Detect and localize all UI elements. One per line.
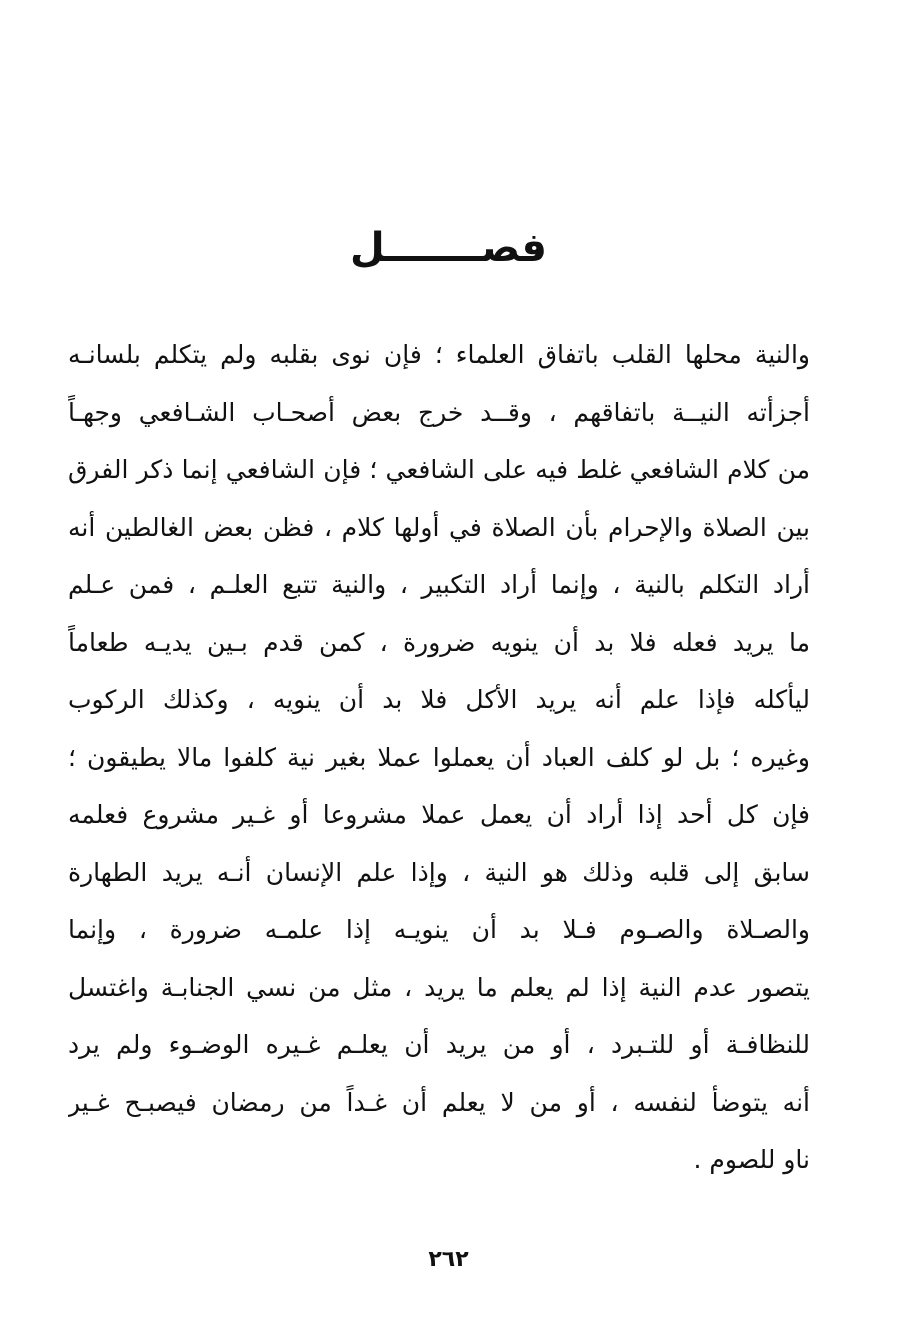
text-line: والصـلاة والصـوم فـلا بد أن ينويـه إذا علمـه ضرورة ، وإنما (68, 915, 810, 944)
page-number: ٢٦٢ (428, 1247, 469, 1272)
text-line: يتصور عدم النية إذا لم يعلم ما يريد ، مثل من نسي الجنابـة واغتسل (68, 972, 810, 1002)
section-heading: فصـــــــل (349, 225, 547, 271)
text-line: بين الصلاة والإحرام بأن الصلاة في أولها كلام ، فظن بعض الغالطين أنه (68, 512, 810, 542)
text-line: أراد التكلم بالنية ، وإنما أراد التكبير ، والنية تتبع العلـم ، فمن عـلم (68, 570, 810, 599)
text-line: ما يريد فعله فلا بد أن ينويه ضرورة ، كمن قدم بـين يديـه طعاماً (68, 627, 810, 657)
text-line: وغيره ؛ بل لو كلف العباد أن يعملوا عملا بغير نية كلفوا مالا يطيقون ؛ (68, 742, 810, 772)
text-line: ناو للصوم . (693, 1145, 810, 1174)
text-line: أنه يتوضأ لنفسه ، أو من لا يعلم أن غـداً من رمضان فيصبـح غـير (68, 1087, 810, 1117)
text-line: أجزأته النيــة باتفاقهم ، وقــد خرج بعض أصحـاب الشـافعي وجهـاً (68, 397, 810, 427)
text-line: من كلام الشافعي غلط فيه على الشافعي ؛ فإن الشافعي إنما ذكر الفرق (68, 455, 810, 484)
text-line: فإن كل أحد إذا أراد أن يعمل عملا مشروعا أو غـير مشروع فعلمه (68, 800, 810, 829)
text-line: والنية محلها القلب باتفاق العلماء ؛ فإن نوى بقلبه ولم يتكلم بلسانـه (68, 340, 810, 369)
text-line: سابق إلى قلبه وذلك هو النية ، وإذا علم الإنسان أنـه يريد الطهارة (68, 857, 810, 887)
body-paragraph (68, 326, 810, 1189)
text-line: ليأكله فإذا علم أنه يريد الأكل فلا بد أن ينويه ، وكذلك الركوب (68, 685, 810, 714)
text-line: للنظافـة أو للتـبرد ، أو من يريد أن يعلـم غـيره الوضـوء ولم يرد (68, 1030, 810, 1059)
